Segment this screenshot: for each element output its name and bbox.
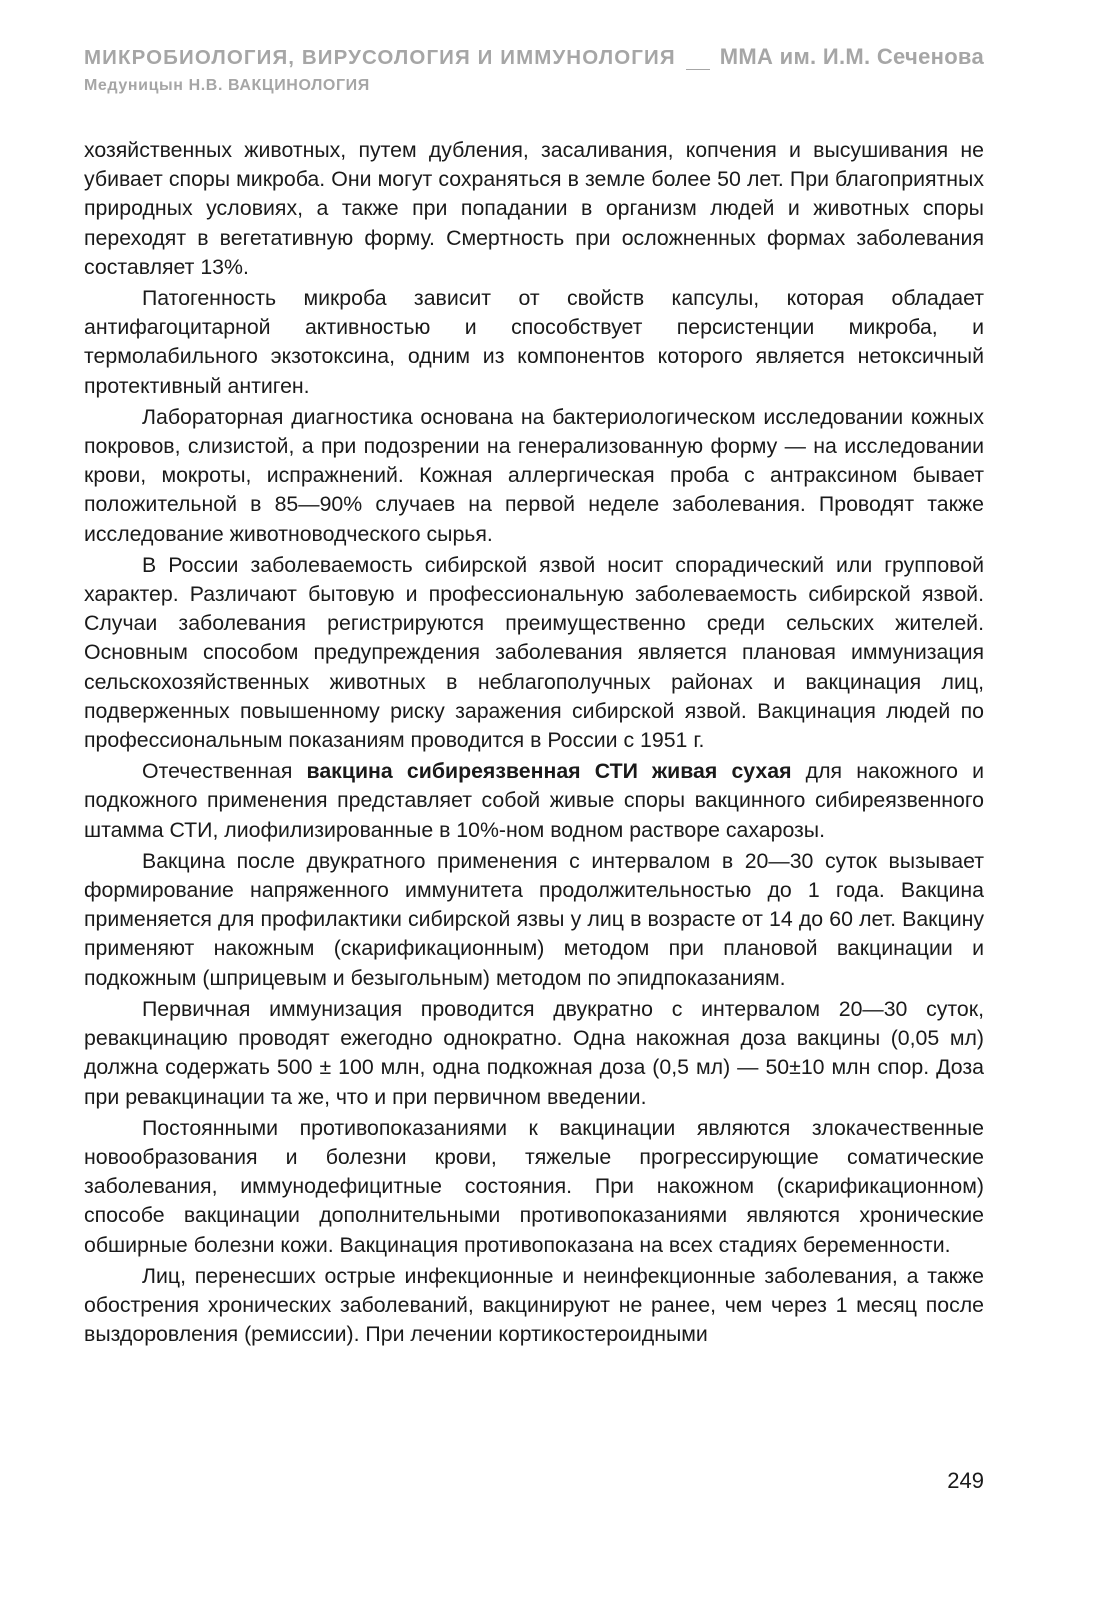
paragraph-9: Лиц, перенесших острые инфекционные и неинфекционные заболевания, а также обострения хронических заболеваний, вакцинируют не ранее, чем через 1 месяц после выздоровления (ремиссии). При лечении кортикостероидными [84, 1263, 984, 1347]
publisher-name: ММА им. И.М. Сеченова [719, 44, 984, 69]
paragraph-5-lead: Отечественная [142, 759, 307, 784]
paragraph-7: Первичная иммунизация проводится двукратно с интервалом 20—30 суток, ревакцинацию проводят ежегодно однократно. Одна накожная доза вакцины (0,05 мл) должна содержать 500 ± 100 млн, одна подкожная доза (0,5 мл) — 50±10 млн спор. Доза при ревакцинации та же, что и при первичном введении. [84, 996, 984, 1109]
running-header-row [84, 44, 984, 73]
paragraph-3: Лабораторная диагностика основана на бактериологическом исследовании кожных покровов, слизистой, а при подозрении на генерализованную форму — на исследовании крови, мокроты, испражнений. Кожная аллергическая проба с антраксином бывает положительной в 85—90% случаев на первой неделе заболевания. Проводят также исследование животноводческого сырья. [84, 404, 984, 546]
vaccine-name-bold: вакцина сибиреязвенная СТИ живая сухая [306, 759, 792, 784]
paragraph-1: хозяйственных животных, путем дубления, засаливания, копчения и высушивания не убивает споры микроба. Они могут сохраняться в земле более 50 лет. При благоприятных природных условиях, а также при попадании в организм людей и животных споры переходят в вегетативную форму. Смертность при осложненных формах заболевания составляет 13%. [84, 138, 984, 279]
paragraph-4: В России заболеваемость сибирской язвой носит спорадический или групповой характер. Различают бытовую и профессиональную заболеваемость сибирской язвой. Случаи заболевания регистрируются преимущественно среди сельских жителей. Основным способом предупреждения заболевания является плановая иммунизация сельскохозяйственных животных в неблагополучных районах и вакцинация лиц, подверженных повышенному риску заражения сибирской язвой. Вакцинация людей по профессиональным показаниям проводится в России с 1951 г. [84, 552, 984, 753]
header-rule [686, 69, 710, 70]
author-and-section: Медуницын Н.В. ВАКЦИНОЛОГИЯ [84, 77, 370, 94]
paragraph-8: Постоянными противопоказаниями к вакцинации являются злокачественные новообразования и болезни крови, тяжелые прогрессирующие соматические заболевания, иммунодефицитные состояния. При накожном (скарификационном) способе вакцинации дополнительными противопоказаниями являются хронические обширные болезни кожи. Вакцинация противопоказана на всех стадиях беременности. [84, 1115, 984, 1257]
page-number: 249 [947, 1468, 984, 1493]
body-text [84, 136, 984, 1349]
paragraph-5 [84, 757, 984, 845]
paragraph-6: Вакцина после двукратного применения с интервалом в 20—30 суток вызывает формирование напряженного иммунитета продолжительностью до 1 года. Вакцина применяется для профилактики сибирской язвы у лиц в возрасте от 14 до 60 лет. Вакцину применяют накожным (скарификационным) методом при плановой вакцинации и подкожным (шприцевым и безыгольным) методом по эпидпоказаниям. [84, 848, 984, 990]
running-header [84, 44, 984, 95]
paragraph-5-rest: для накожного и подкожного применения представляет собой живые споры вакцинного сибиреязвенного штамма СТИ, лиофилизированные в 10%-ном водном растворе сахарозы. [84, 759, 985, 842]
paragraph-2: Патогенность микроба зависит от свойств капсулы, которая обладает антифагоцитарной активностью и способствует персистенции микроба, и термолабильного экзотоксина, одним из компонентов которого является нетоксичный протективный антиген. [84, 286, 984, 398]
book-title: МИКРОБИОЛОГИЯ, ВИРУСОЛОГИЯ И ИММУНОЛОГИЯ [84, 46, 676, 69]
